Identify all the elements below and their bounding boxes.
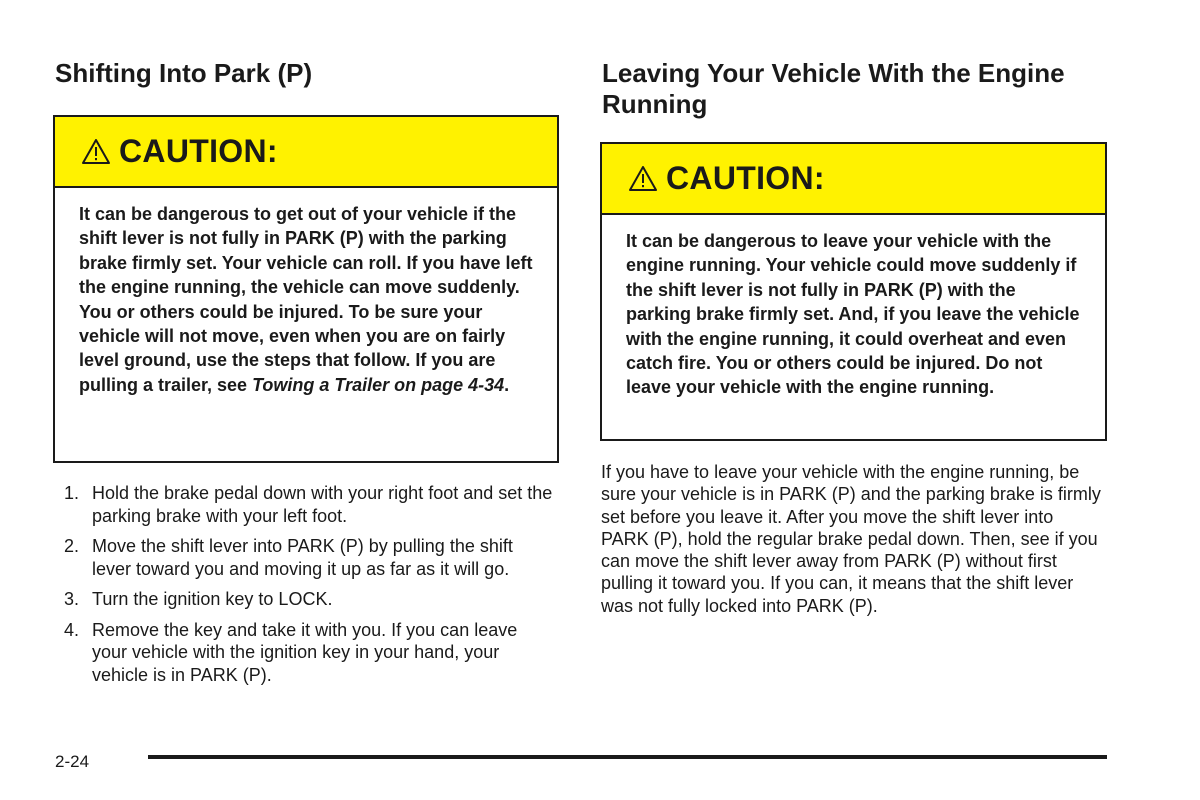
caution-body — [602, 215, 1105, 400]
section-heading-shifting-into-park: Shifting Into Park (P) — [55, 58, 313, 88]
caution-label: CAUTION: — [666, 160, 825, 196]
list-item: 1. Hold the brake pedal down with your right foot and set the parking brake with your left foot. — [64, 483, 553, 526]
warning-triangle-icon — [628, 165, 658, 192]
caution-text: It can be dangerous to get out of your vehicle if the shift lever is not fully in PARK (P) with the parking brake firmly set. Your vehicle can roll. If you have left the engine running, the vehicle can move suddenly. You or others could be injured. To be sure your vehicle will not move, even when you are on fairly level ground, use the steps that follow. If you are pulling a trailer, see — [79, 204, 533, 395]
caution-header — [602, 144, 1105, 215]
caution-body — [55, 188, 557, 397]
cross-reference-link: Towing a Trailer on page 4-34 — [252, 374, 505, 395]
caution-label: CAUTION: — [119, 133, 278, 169]
body-paragraph: If you have to leave your vehicle with the engine running, be sure your vehicle is in PARK (P) and the parking brake is firmly set before you leave it. After you move the shift lever into PARK (P), hold the regular brake pedal down. Then, see if you can move the shift lever away from PARK (P) without first pulling it toward you. If you can, it means that the shift lever was not fully locked into PARK (P). — [601, 462, 1101, 616]
page-number: 2-24 — [55, 752, 90, 771]
section-heading-leaving-vehicle: Leaving Your Vehicle With the Engine Running — [602, 58, 1065, 119]
caution-text: It can be dangerous to leave your vehicle with the engine running. Your vehicle could move suddenly if the shift lever is not fully in PARK (P) with the parking brake firmly set. And, if you leave the vehicle with the engine running, it could overheat and even catch fire. You or others could be injured. Do not leave your vehicle with the engine running. — [626, 231, 1080, 398]
caution-box-shifting — [53, 115, 559, 463]
list-item: 2. Move the shift lever into PARK (P) by pulling the shift lever toward you and moving it up as far as it will go. — [64, 536, 513, 579]
caution-header — [55, 117, 557, 188]
park-steps-list — [64, 482, 556, 694]
caution-text-end: . — [504, 374, 510, 395]
list-item: 3. Turn the ignition key to LOCK. — [64, 589, 333, 609]
footer-rule — [148, 755, 1107, 759]
warning-triangle-icon — [81, 138, 111, 165]
caution-box-engine-running — [600, 142, 1107, 441]
list-item: 4. Remove the key and take it with you. If you can leave your vehicle with the ignition key in your hand, your vehicle is in PARK (P). — [64, 619, 518, 685]
